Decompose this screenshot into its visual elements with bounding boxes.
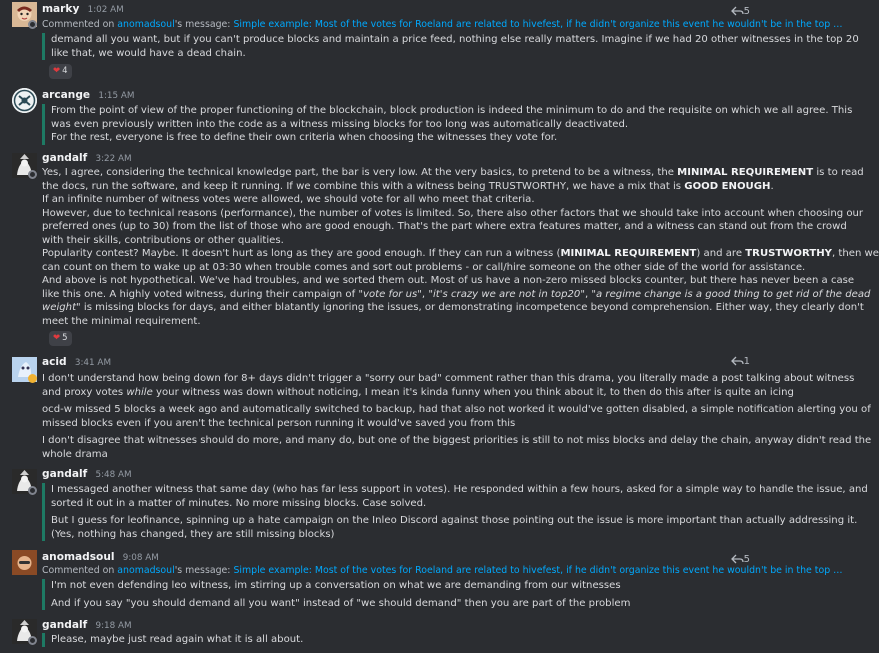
- message-gandalf-3: [0, 617, 768, 653]
- avatar[interactable]: [12, 550, 37, 575]
- timestamp: 9:18 AM: [95, 621, 132, 631]
- avatar[interactable]: [12, 88, 37, 113]
- message-body: Please, maybe just read again what it is all about.: [42, 633, 756, 647]
- timestamp: 1:02 AM: [87, 5, 124, 15]
- reply-reference[interactable]: Commented on anomadsoul's message: Simple example: Most of the votes for Roeland are related to hivefest, if he didn't organize this event he wouldn't be in the top …: [42, 565, 843, 576]
- heart-icon: ❤: [53, 332, 61, 343]
- reply-arrow-icon: [731, 6, 744, 16]
- reaction-chip[interactable]: ❤ 4: [49, 64, 72, 79]
- status-dot: [28, 374, 37, 383]
- timestamp: 5:48 AM: [95, 470, 132, 480]
- timestamp: 3:22 AM: [95, 154, 132, 164]
- username[interactable]: gandalf: [42, 619, 88, 631]
- ref-author[interactable]: anomadsoul: [117, 19, 175, 30]
- username[interactable]: anomadsoul: [42, 551, 115, 563]
- reply-count[interactable]: 5: [731, 553, 750, 567]
- status-dot: [28, 636, 37, 645]
- reply-reference[interactable]: Commented on anomadsoul's message: Simple example: Most of the votes for Roeland are related to hivefest, if he didn't organize this event he wouldn't be in the top …: [42, 19, 843, 30]
- username[interactable]: marky: [42, 3, 80, 15]
- status-dot: [28, 170, 37, 179]
- message-anomadsoul: [0, 548, 843, 616]
- username[interactable]: gandalf: [42, 468, 88, 480]
- heart-icon: ❤: [53, 65, 61, 76]
- message-acid: [0, 354, 872, 464]
- timestamp: 3:41 AM: [74, 358, 112, 368]
- status-dot: [28, 20, 37, 29]
- message-body: I'm not even defending leo witness, im stirring up a conversation on what we are demanding from our witnesses And if you say "you should demand all you want" instead of "we should demand" then you are part of the problem: [42, 579, 756, 610]
- message-body: I don't understand how being down for 8+ days didn't trigger a "sorry our bad" comment rather than this drama, you literally made a post talking about witness and proxy votes while your witness was down without noticing, I mean it's kinda funny when you think about it, to then do this after is quite an icing ocd-w missed 5 blocks a week ago and automatically switched to backup, had that also not worked it would've gotten disabled, a simple notification alerting you of missed blocks even if you aren't the technical person running it would've saved you from this I don't disagree that witnesses should do more, and many do, but one of the biggest priorities is still to not miss blocks and delay the chain, anyway didn't read the whole drama: [42, 373, 872, 460]
- status-dot: [28, 486, 37, 495]
- reaction-chip[interactable]: ❤ 5: [49, 331, 72, 346]
- username[interactable]: arcange: [42, 89, 91, 101]
- ref-snippet[interactable]: Simple example: Most of the votes for Roeland are related to hivefest, if he didn't organize this event he wouldn't be in the top …: [233, 19, 843, 30]
- username[interactable]: gandalf: [42, 152, 88, 164]
- message-gandalf-1: [0, 150, 879, 350]
- message-body: From the point of view of the proper functioning of the blockchain, block production is indeed the minimum to do and the requisite on which we all agree. This was even previously written into the code as a witness missing blocks for too long was automatically deactivated. For the rest, everyone is free to define their own criteria when choosing the witnesses they vote for.: [42, 104, 756, 145]
- reply-arrow-icon: [731, 356, 744, 366]
- ref-author[interactable]: anomadsoul: [117, 565, 175, 576]
- message-marky: [0, 0, 859, 80]
- timestamp: 9:08 AM: [122, 553, 159, 563]
- message-body: demand all you want, but if you can't produce blocks and maintain a price feed, nothing else really matters. Imagine if we had 20 other witnesses in the top 20 like that, we would have a dead chain.: [42, 33, 756, 60]
- timestamp: 1:15 AM: [98, 91, 135, 101]
- reply-count[interactable]: 1: [731, 355, 750, 369]
- username[interactable]: acid: [42, 356, 67, 368]
- message-body: Yes, I agree, considering the technical knowledge part, the bar is very low. At the very basics, to pretend to be a witness, the MINIMAL REQUIREMENT is to read the docs, run the software, and keep it running. If we combine this with a witness being TRUSTWORTHY, we have a mix that is GOOD ENOUGH. If an infinite number of witness votes were allowed, we should vote for all who meet that criteria. However, due to technical reasons (performance), the number of votes is limited. So, there also other factors that we should take into account when choosing our preferred ones (up to 30) from the list of those who are good enough. That's the part where extra features matter, and a witness can stand out from the crowd with their skills, contributions or other qualities. Popularity contest? Maybe. It doesn't hurt as long as they are good enough. If they can run a witness (MINIMAL REQUIREMENT) and are TRUSTWORTHY, then we can count on them to wake up at 03:30 when trouble comes and sort out problems - or call/hire someone on the other side of the world for assistance. And above is not hypothetical. We've had troubles, and we sorted them out. Most of us have a non-zero missed blocks counter, but there has never been a case like this one. A highly voted witness, during their campaign of "vote for us", "it's crazy we are not in top20", "a regime change is a good thing to get rid of the dead weight" is missing blocks for days, and either blatantly ignoring the issues, or demonstrating incompetence beyond comprehension. Either way, they clearly don't meet the minimal requirement.: [42, 167, 879, 327]
- scrollbar[interactable]: [760, 0, 766, 653]
- reply-arrow-icon: [731, 554, 744, 564]
- ref-snippet[interactable]: Simple example: Most of the votes for Roeland are related to hivefest, if he didn't organize this event he wouldn't be in the top …: [233, 565, 843, 576]
- message-body: I messaged another witness that same day (who has far less support in votes). He responded within a few hours, asked for a simple way to handle the issue, and sorted it out in a matter of minutes. No more missing blocks. Case solved. But I guess for leofinance, spinning up a hate campaign on the Inleo Discord against those pointing out the issue is more important than actually addressing it. (Yes, nothing has changed, they are still missing blocks): [42, 483, 756, 541]
- message-gandalf-2: [0, 466, 868, 546]
- reply-count[interactable]: 5: [731, 5, 750, 19]
- message-arcange: [0, 86, 853, 146]
